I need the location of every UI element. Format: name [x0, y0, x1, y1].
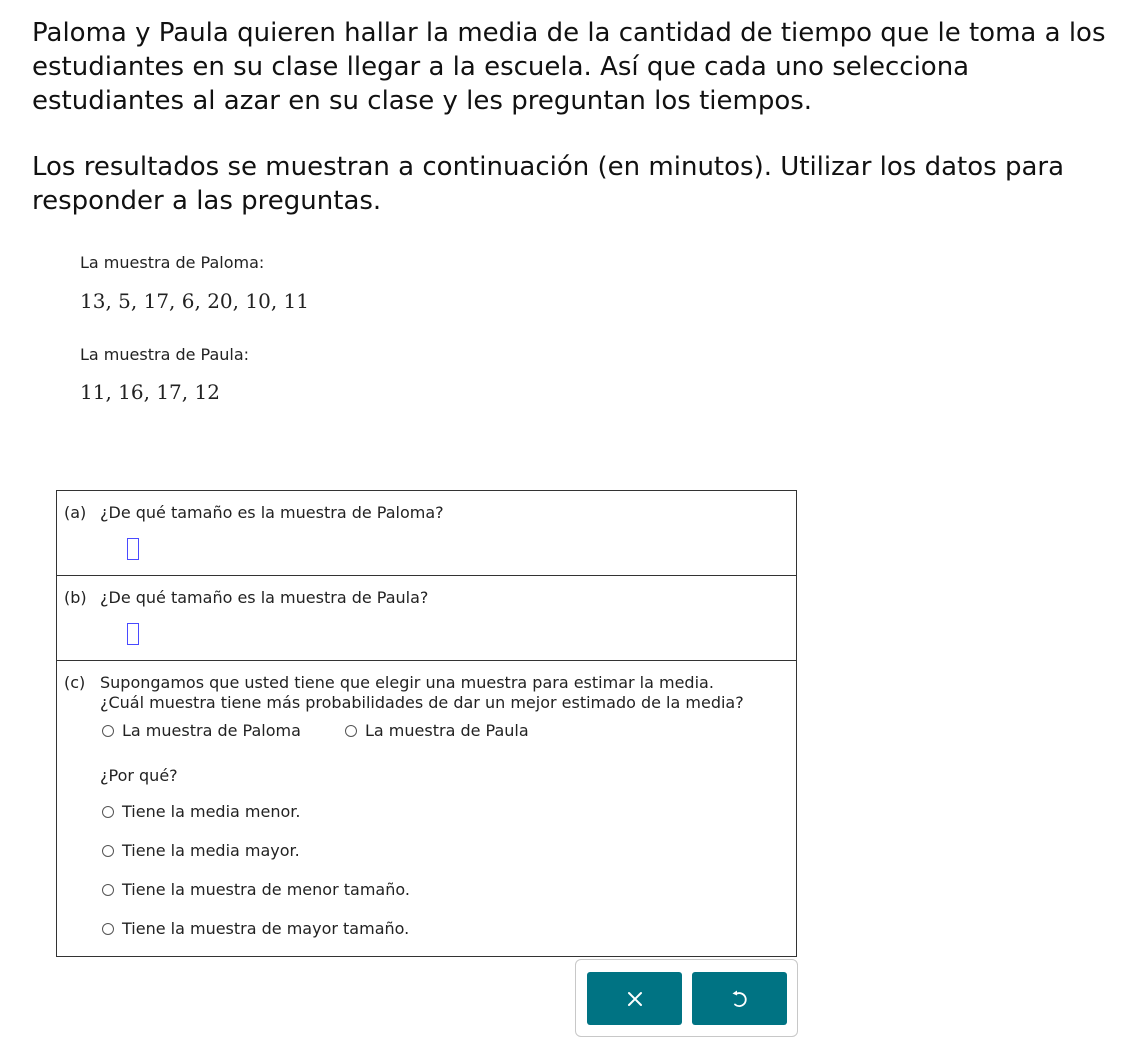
question-a	[57, 491, 796, 576]
question-c-text-line-1: Supongamos que usted tiene que elegir una muestra para estimar la media.	[100, 673, 714, 692]
question-b	[57, 576, 796, 661]
questions-box	[56, 490, 797, 957]
radio-button[interactable]	[102, 923, 114, 935]
radio-button[interactable]	[102, 884, 114, 896]
question-b-letter: (b)	[64, 588, 87, 607]
reason-option-label: Tiene la muestra de mayor tamaño.	[122, 919, 410, 938]
reason-option-label: Tiene la media menor.	[122, 802, 301, 821]
option-paula-sample-label: La muestra de Paula	[365, 721, 529, 740]
undo-button[interactable]	[692, 972, 787, 1025]
question-c-text-line-2: ¿Cuál muestra tiene más probabilidades de dar un mejor estimado de la media?	[100, 693, 744, 712]
paula-sample-values: 11, 16, 17, 12	[80, 380, 220, 404]
intro-paragraph-2: Los resultados se muestran a continuación (en minutos). Utilizar los datos para responder a las preguntas.	[32, 152, 1065, 216]
close-icon	[626, 990, 644, 1008]
reason-option-label: Tiene la muestra de menor tamaño.	[122, 880, 410, 899]
why-label: ¿Por qué?	[100, 766, 178, 785]
question-c-letter: (c)	[64, 673, 86, 692]
radio-button[interactable]	[345, 725, 357, 737]
question-b-text: ¿De qué tamaño es la muestra de Paula?	[100, 588, 429, 607]
radio-button[interactable]	[102, 725, 114, 737]
reason-option-smaller-sample[interactable]	[102, 880, 410, 899]
intro-paragraph-1: Paloma y Paula quieren hallar la media de la cantidad de tiempo que le toma a los estudiantes en su clase llegar a la escuela. Así que cada uno selecciona estudiantes al azar en su clase y les preguntan los tiempos.	[32, 18, 1106, 116]
question-a-letter: (a)	[64, 503, 87, 522]
reason-option-lower-mean[interactable]	[102, 802, 300, 821]
paloma-sample-values: 13, 5, 17, 6, 20, 10, 11	[80, 289, 309, 313]
question-a-text: ¿De qué tamaño es la muestra de Paloma?	[100, 503, 444, 522]
reason-option-label: Tiene la media mayor.	[122, 841, 300, 860]
clear-button[interactable]	[587, 972, 682, 1025]
radio-button[interactable]	[102, 845, 114, 857]
option-paula-sample[interactable]	[345, 721, 529, 740]
option-paloma-sample[interactable]	[102, 721, 301, 740]
question-b-answer-input[interactable]	[127, 623, 139, 645]
undo-icon	[730, 989, 750, 1009]
question-a-answer-input[interactable]	[127, 538, 139, 560]
radio-button[interactable]	[102, 806, 114, 818]
action-button-panel	[575, 959, 798, 1037]
option-paloma-sample-label: La muestra de Paloma	[122, 721, 301, 740]
paloma-sample-label: La muestra de Paloma:	[80, 253, 265, 272]
reason-option-higher-mean[interactable]	[102, 841, 300, 860]
reason-option-larger-sample[interactable]	[102, 919, 409, 938]
question-c	[57, 661, 796, 958]
paula-sample-label: La muestra de Paula:	[80, 345, 250, 364]
